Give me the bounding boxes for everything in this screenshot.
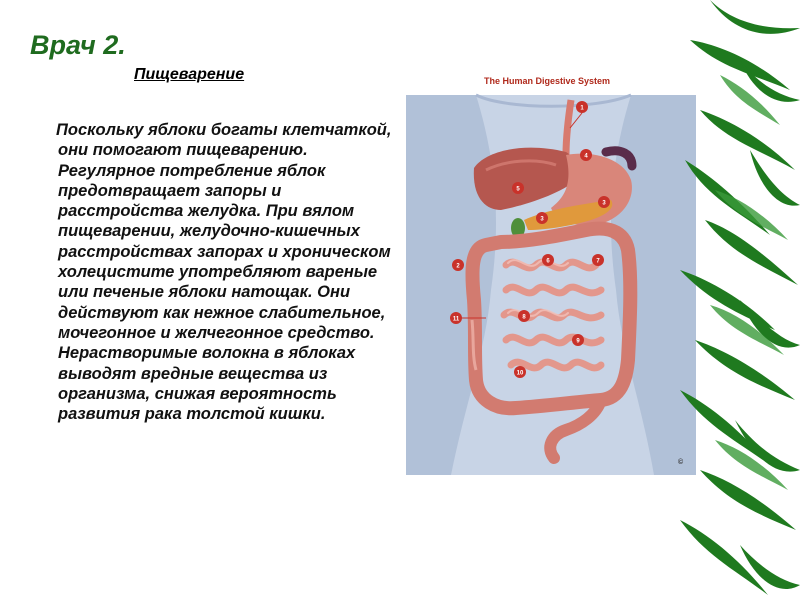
digestive-system-illustration [406,70,696,475]
callout-label: 3 [602,200,606,207]
callout-label: 2 [456,263,460,270]
callout-label: 6 [546,258,550,265]
callout-label: 3 [540,216,544,223]
callout-label: 5 [516,186,520,193]
callout-label: 8 [522,314,526,321]
slide-body-text: Поскольку яблоки богаты клетчаткой, они помогают пищеварению. Регулярное потребление яблок предотвращает запоры и расстройства желудка. При вялом пищеварении, желудочно-кишечных расстройствах запорах и хроническом холецистите употребляют вареные или печеные яблоки натощак. Они действуют как нежное слабительное, мочегонное и желчегонное средство. Нерастворимые волокна в яблоках выводят вредные вещества из организма, снижая вероятность развития рака толстой кишки. [56,121,392,424]
slide-title: Врач 2. [30,30,126,60]
callout-label: 10 [516,370,524,377]
callout-label: 4 [584,153,588,160]
figure-caption: The Human Digestive System [484,76,611,86]
callout-label: 1 [580,105,584,112]
digestive-system-figure [406,70,696,475]
callout-label: 11 [452,316,460,323]
copyright-mark: © [678,459,684,466]
callout-label: 9 [576,338,580,345]
slide-subtitle: Пищеварение [134,66,245,83]
callout-label: 7 [596,258,600,265]
bamboo-leaves-icon [680,0,800,600]
